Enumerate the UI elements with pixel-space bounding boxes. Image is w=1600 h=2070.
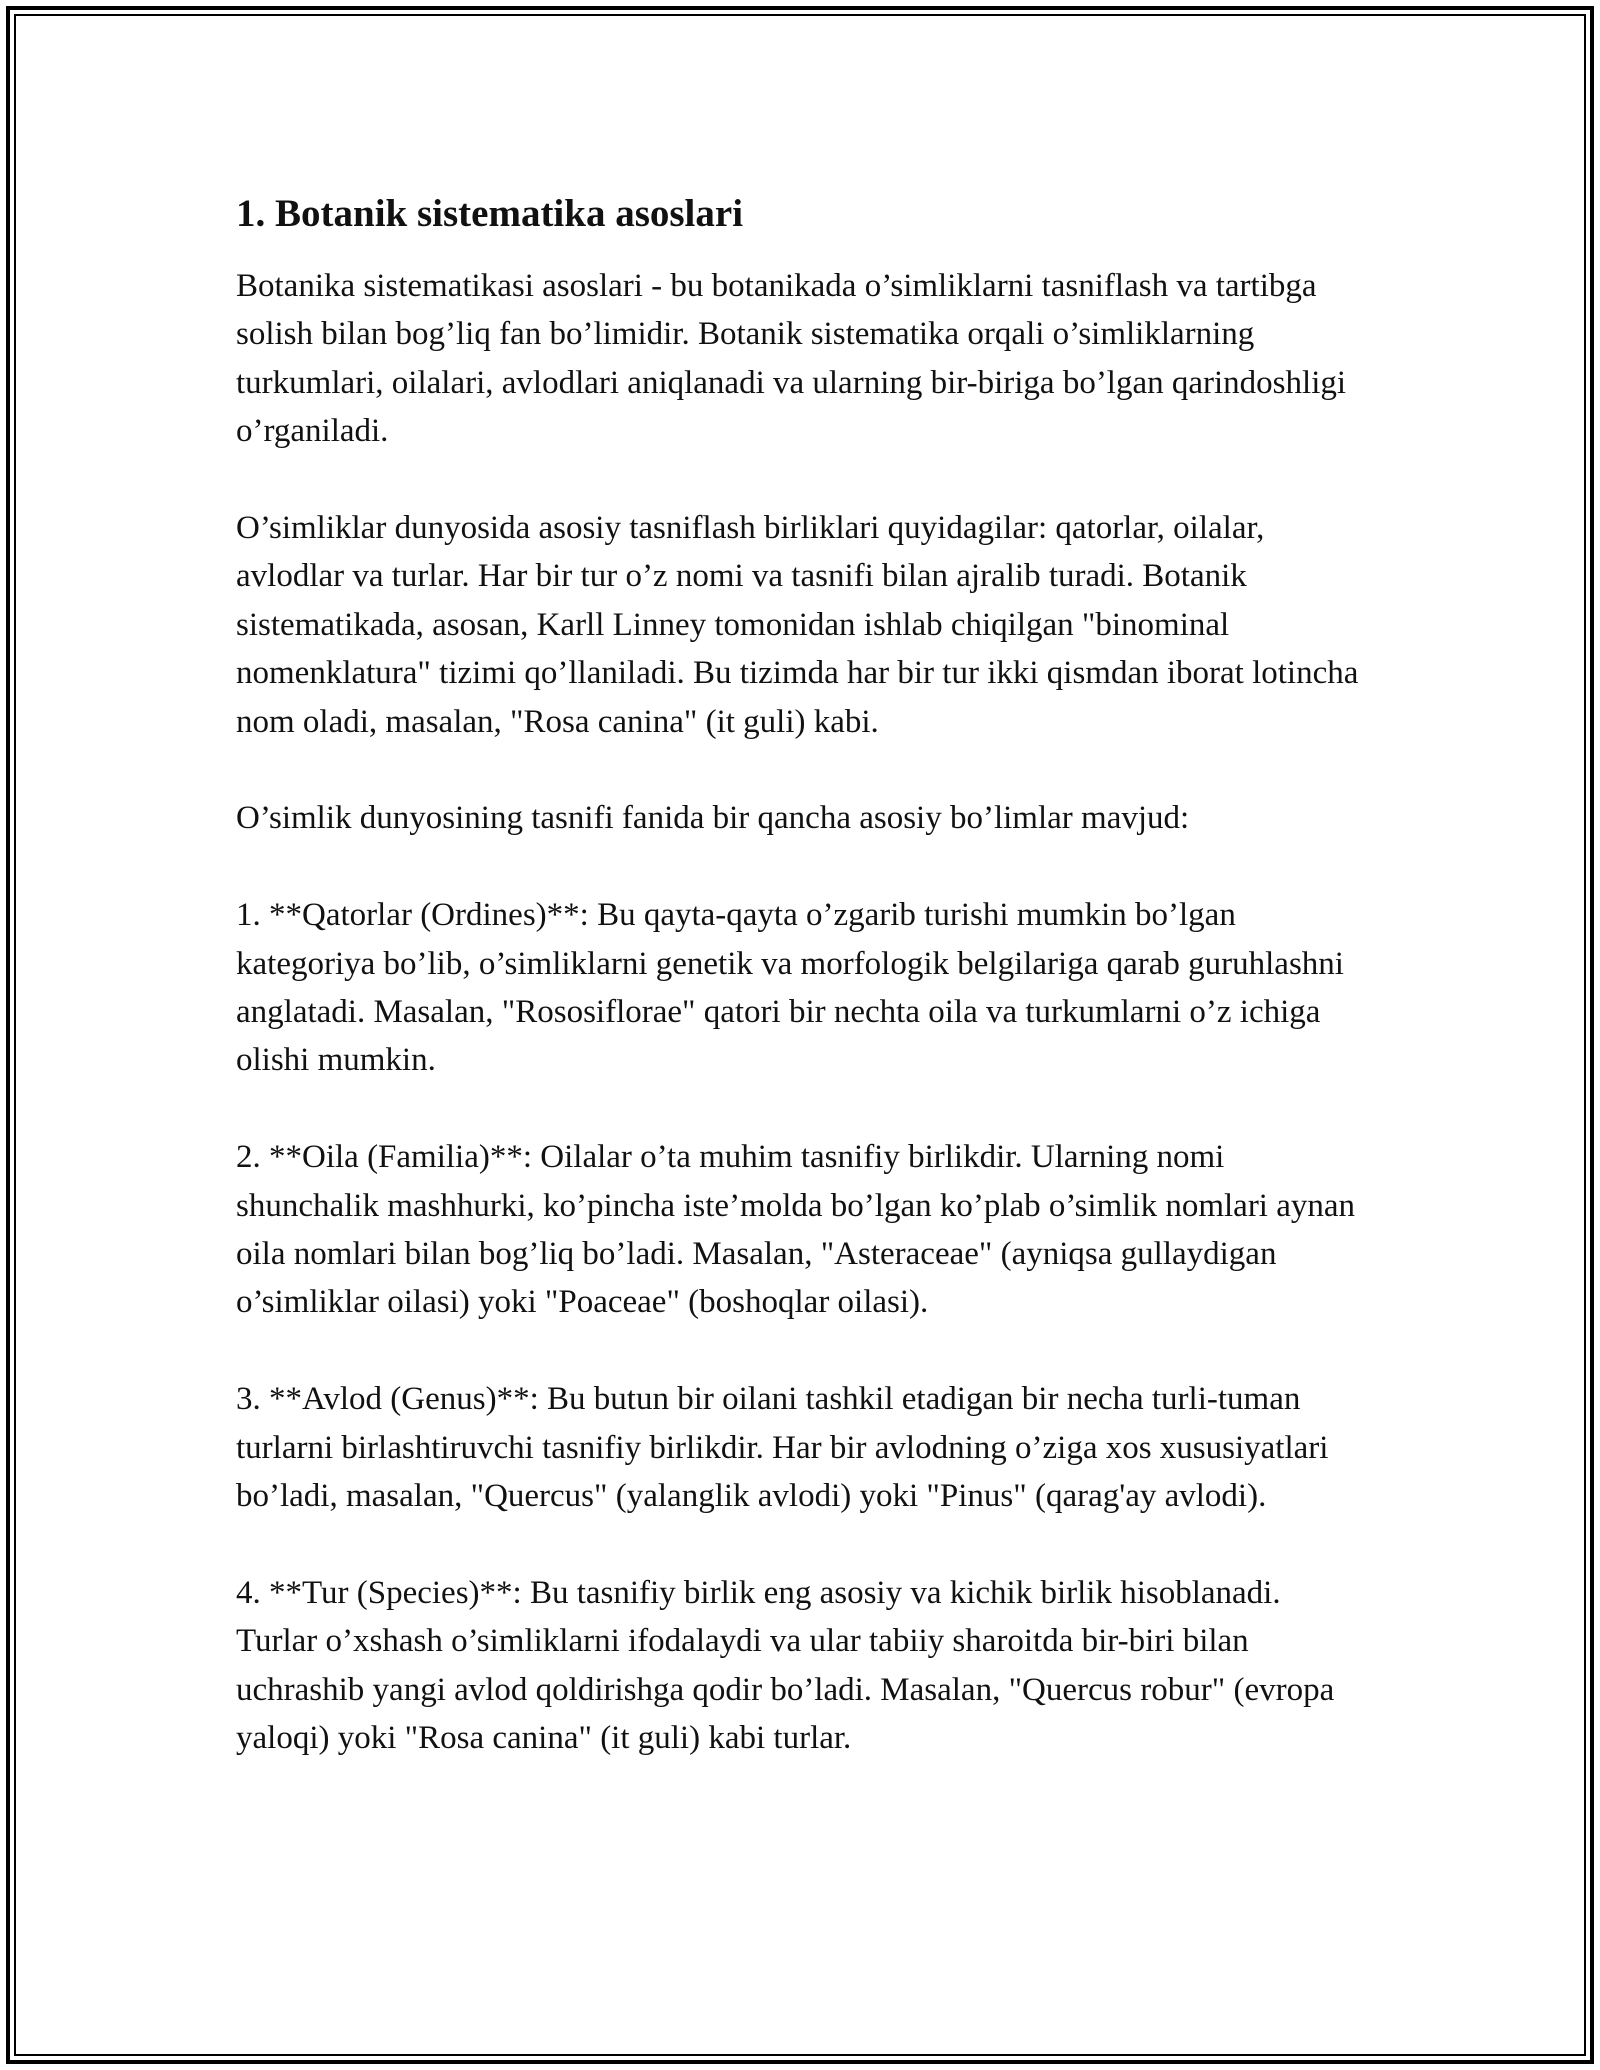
paragraph-item-ordines: 1. **Qatorlar (Ordines)**: Bu qayta-qayta o’zgarib turishi mumkin bo’lgan kategoriya bo’lib, o’simliklarni genetik va morfologik belgilariga qarab guruhlashni anglatadi. Masalan, "Rososiflorae" qatori bir nechta oila va turkumlarni o’z ichiga olishi mumkin.	[236, 897, 1344, 1079]
paragraph-intro: Botanika sistematikasi asoslari - bu botanikada o’simliklarni tasniflash va tartibga solish bilan bog’liq fan bo’limidir. Botanik sistematika orqali o’simliklarning turkumlari, oilalari, avlodlari aniqlanadi va ularning bir-biriga bo’lgan qarindoshligi o’rganiladi.	[236, 268, 1347, 450]
document-page	[236, 186, 1366, 1763]
paragraph-item-species: 4. **Tur (Species)**: Bu tasnifiy birlik eng asosiy va kichik birlik hisoblanadi. Turlar o’xshash o’simliklarni ifodalaydi va ular tabiiy sharoitda bir-biri bilan uchrashib yangi avlod qoldirishga qodir bo’ladi. Masalan, "Quercus robur" (evropa yaloqi) yoki "Rosa canina" (it guli) kabi turlar.	[236, 1574, 1335, 1757]
paragraph-item-familia: 2. **Oila (Familia)**: Oilalar o’ta muhim tasnifiy birlikdir. Ularning nomi shunchalik mashhurki, ko’pincha iste’molda bo’lgan ko’plab o’simlik nomlari aynan oila nomlari bilan bog’liq bo’ladi. Masalan, "Asteraceae" (ayniqsa gullaydigan o’simliklar oilasi) yoki "Poaceae" (boshoqlar oilasi).	[236, 1139, 1356, 1321]
paragraph-sections-lead: O’simlik dunyosining tasnifi fanida bir qancha asosiy bo’limlar mavjud:	[236, 800, 1190, 837]
paragraph-item-genus: 3. **Avlod (Genus)**: Bu butun bir oilani tashkil etadigan bir necha turli-tuman turlarni birlashtiruvchi tasnifiy birlikdir. Har bir avlodning o’ziga xos xususiyatlari bo’ladi, masalan, "Quercus" (yalanglik avlodi) yoki "Pinus" (qarag'ay avlodi).	[236, 1381, 1329, 1515]
document-title: 1. Botanik sistematika asoslari	[236, 192, 744, 235]
paragraph-units: O’simliklar dunyosida asosiy tasniflash birliklari quyidagilar: qatorlar, oilalar, avlodlar va turlar. Har bir tur o’z nomi va tasnifi bilan ajralib turadi. Botanik sistematikada, asosan, Karll Linney tomonidan ishlab chiqilgan "binominal nomenklatura" tizimi qo’llaniladi. Bu tizimda har bir tur ikki qismdan iborat lotincha nom oladi, masalan, "Rosa canina" (it guli) kabi.	[236, 510, 1359, 740]
